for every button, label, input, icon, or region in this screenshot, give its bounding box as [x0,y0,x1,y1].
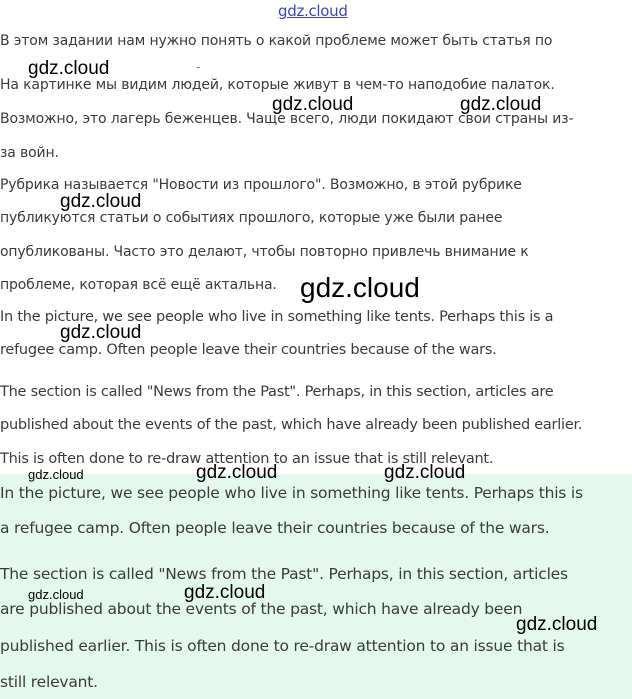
watermark: gdz.cloud [460,94,542,115]
text-line: refugee camp. Often people leave their countries because of the wars. [0,342,497,358]
watermark: gdz.cloud [384,462,466,483]
watermark: gdz.cloud [300,272,420,303]
text-line: In the picture, we see people who live in something like tents. Perhaps this is [0,484,583,502]
text-line: a refugee camp. Often people leave their countries because of the wars. [0,519,550,537]
text-line: опубликованы. Часто это делают, чтобы повторно привлечь внимание к [0,244,529,260]
text-line: published about the events of the past, which have already been published earlier. [0,417,583,433]
text-line: The section is called "News from the Past". Perhaps, in this section, articles [0,565,568,583]
text-line: published earlier. This is often done to re-draw attention to an issue that is [0,637,565,655]
watermark: gdz.cloud [60,191,142,212]
watermark: gdz.cloud [28,467,84,482]
text-line: В этом задании нам нужно понять о какой проблеме может быть статья по [0,33,553,49]
text-line: Рубрика называется "Новости из прошлого". Возможно, в этой рубрике [0,177,522,193]
stray-mark: - [196,60,201,74]
text-line: проблеме, которая всё ещё актальна. [0,277,277,293]
watermark: gdz.cloud [272,94,354,115]
watermark: gdz.cloud [196,462,278,483]
text-line: The section is called "News from the Past". Perhaps, in this section, articles are [0,384,554,400]
text-line: за войн. [0,145,59,161]
watermark: gdz.cloud [28,58,110,79]
watermark: gdz.cloud [60,322,142,343]
text-line: still relevant. [0,673,98,691]
top-watermark: gdz.cloud [278,2,348,20]
watermark: gdz.cloud [516,614,598,635]
text-line: This is often done to re-draw attention to an issue that is still relevant. [0,451,494,467]
watermark: gdz.cloud [184,582,266,603]
text-line: На картинке мы видим людей, которые живут в чем-то наподобие палаток. [0,77,555,93]
text-line: are published about the events of the past, which have already been [0,600,523,618]
text-line: Возможно, это лагерь беженцев. Чаще всего, люди покидают свои страны из- [0,111,574,127]
watermark: gdz.cloud [28,587,84,602]
text-line: публикуются статьи о событиях прошлого, которые уже были ранее [0,210,503,226]
text-line: In the picture, we see people who live in something like tents. Perhaps this is a [0,309,554,325]
highlighted-answer-block [0,474,632,699]
